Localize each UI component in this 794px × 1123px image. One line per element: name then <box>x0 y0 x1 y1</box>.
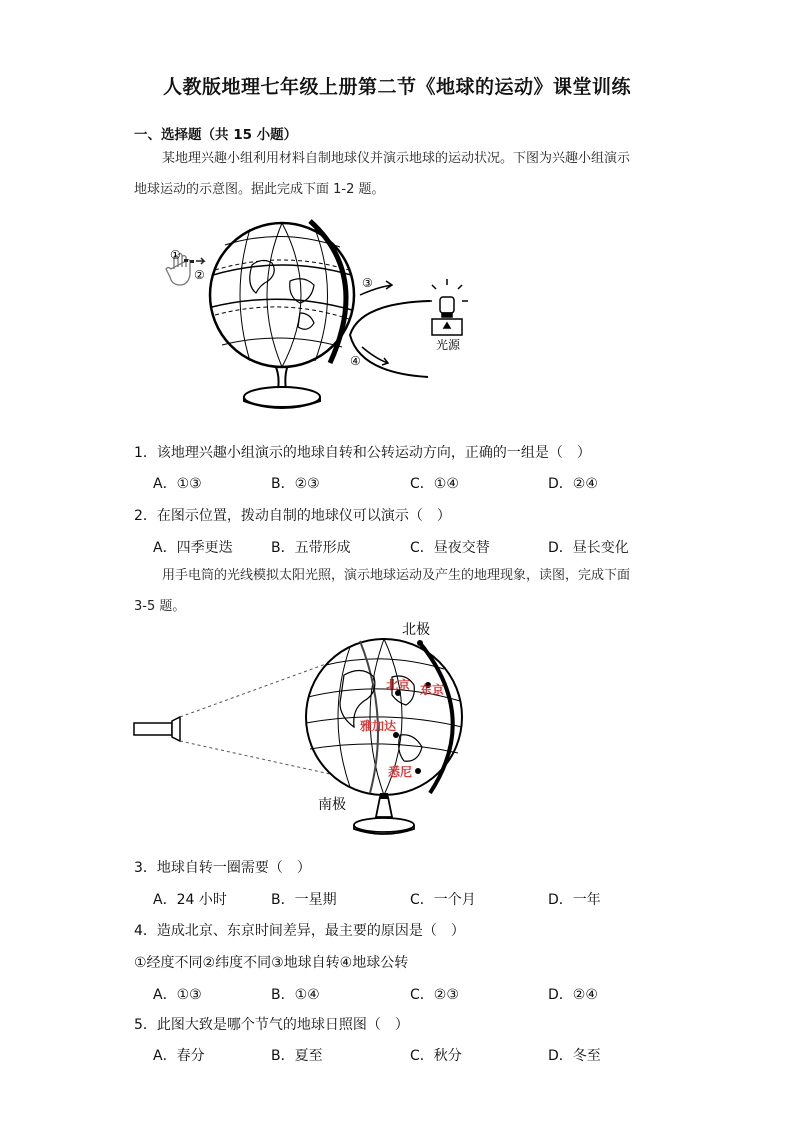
intro-1-line-1: 某地理兴趣小组利用材料自制地球仪并演示地球的运动状况。下图为兴趣小组演示 <box>162 151 631 166</box>
city-tokyo-label: 东京 <box>420 683 445 697</box>
question-5-stem: 5．此图大致是哪个节气的地球日照图（ ） <box>134 1017 409 1033</box>
question-3-stem: 3．地球自转一圈需要（ ） <box>134 860 311 876</box>
question-4-option-a[interactable]: A．①③ <box>153 987 202 1003</box>
intro-2-line-2: 3-5 题。 <box>134 599 186 614</box>
question-5-option-c[interactable]: C．秋分 <box>410 1048 462 1064</box>
question-2-option-c[interactable]: C．昼夜交替 <box>410 540 490 556</box>
intro-passage-1 <box>134 143 674 205</box>
question-3-option-c[interactable]: C．一个月 <box>410 892 476 908</box>
marker-3: ③ <box>362 276 373 290</box>
south-pole-marker <box>380 793 388 799</box>
rotation-arrows <box>184 258 204 264</box>
sydney-dot <box>415 768 421 774</box>
globe-ball-2 <box>306 639 462 795</box>
question-4-statements: ①经度不同②纬度不同③地球自转④地球公转 <box>134 955 409 971</box>
marker-2: ② <box>194 268 205 282</box>
city-beijing-label: 北京 <box>386 678 411 692</box>
question-1-stem: 1．该地理兴趣小组演示的地球自转和公转运动方向，正确的一组是（ ） <box>134 445 591 461</box>
globe-stand-2 <box>354 797 414 834</box>
light-bulb-icon <box>426 279 468 335</box>
question-4-option-b[interactable]: B．①④ <box>271 987 320 1003</box>
marker-4: ④ <box>350 354 361 368</box>
question-3-option-d[interactable]: D．一年 <box>548 892 601 908</box>
north-pole-label: 北极 <box>402 622 430 638</box>
north-pole-marker <box>417 640 423 646</box>
intro-1-line-2: 地球运动的示意图。据此完成下面 1-2 题。 <box>134 182 385 197</box>
question-5-option-d[interactable]: D．冬至 <box>548 1048 601 1064</box>
question-1-option-a[interactable]: A．①③ <box>153 476 202 492</box>
question-1-options <box>153 473 633 493</box>
city-jakarta-label: 雅加达 <box>360 719 397 733</box>
globe-ball <box>210 221 354 367</box>
globe-light-figure <box>130 617 490 839</box>
question-4-option-d[interactable]: D．②④ <box>548 987 598 1003</box>
question-5-options <box>153 1045 633 1065</box>
globe-demo-figure <box>160 215 480 413</box>
section-heading: 一、选择题（共 15 小题） <box>134 127 298 143</box>
flashlight-icon <box>134 717 180 741</box>
question-4-option-c[interactable]: C．②③ <box>410 987 459 1003</box>
question-2-options <box>153 537 633 557</box>
intro-passage-2 <box>134 560 674 622</box>
question-5-option-a[interactable]: A．春分 <box>153 1048 205 1064</box>
orbit-path <box>350 301 430 377</box>
question-3-option-b[interactable]: B．一星期 <box>271 892 337 908</box>
question-2-option-b[interactable]: B．五带形成 <box>271 540 351 556</box>
page-title: 人教版地理七年级上册第二节《地球的运动》课堂训练 <box>162 76 631 98</box>
orbit-arrow-4 <box>362 347 388 365</box>
question-1-option-c[interactable]: C．①④ <box>410 476 459 492</box>
light-source-label: 光源 <box>436 338 461 352</box>
question-5-option-b[interactable]: B．夏至 <box>271 1048 323 1064</box>
question-1-option-d[interactable]: D．②④ <box>548 476 598 492</box>
marker-1: ① <box>170 248 181 262</box>
question-4-stem: 4．造成北京、东京时间差异，最主要的原因是（ ） <box>134 923 465 939</box>
question-2-stem: 2．在图示位置，拨动自制的地球仪可以演示（ ） <box>134 508 451 524</box>
question-2-option-d[interactable]: D．昼长变化 <box>548 540 629 556</box>
question-3-option-a[interactable]: A．24 小时 <box>153 892 227 908</box>
globe-stand <box>244 365 320 408</box>
south-pole-label: 南极 <box>318 797 346 813</box>
question-4-options <box>153 984 633 1004</box>
city-sydney-label: 悉尼 <box>388 765 413 779</box>
question-3-options <box>153 889 633 909</box>
question-2-option-a[interactable]: A．四季更迭 <box>153 540 233 556</box>
intro-2-line-1: 用手电筒的光线模拟太阳光照，演示地球运动及产生的地理现象，读图，完成下面 <box>162 568 631 583</box>
question-1-option-b[interactable]: B．②③ <box>271 476 320 492</box>
